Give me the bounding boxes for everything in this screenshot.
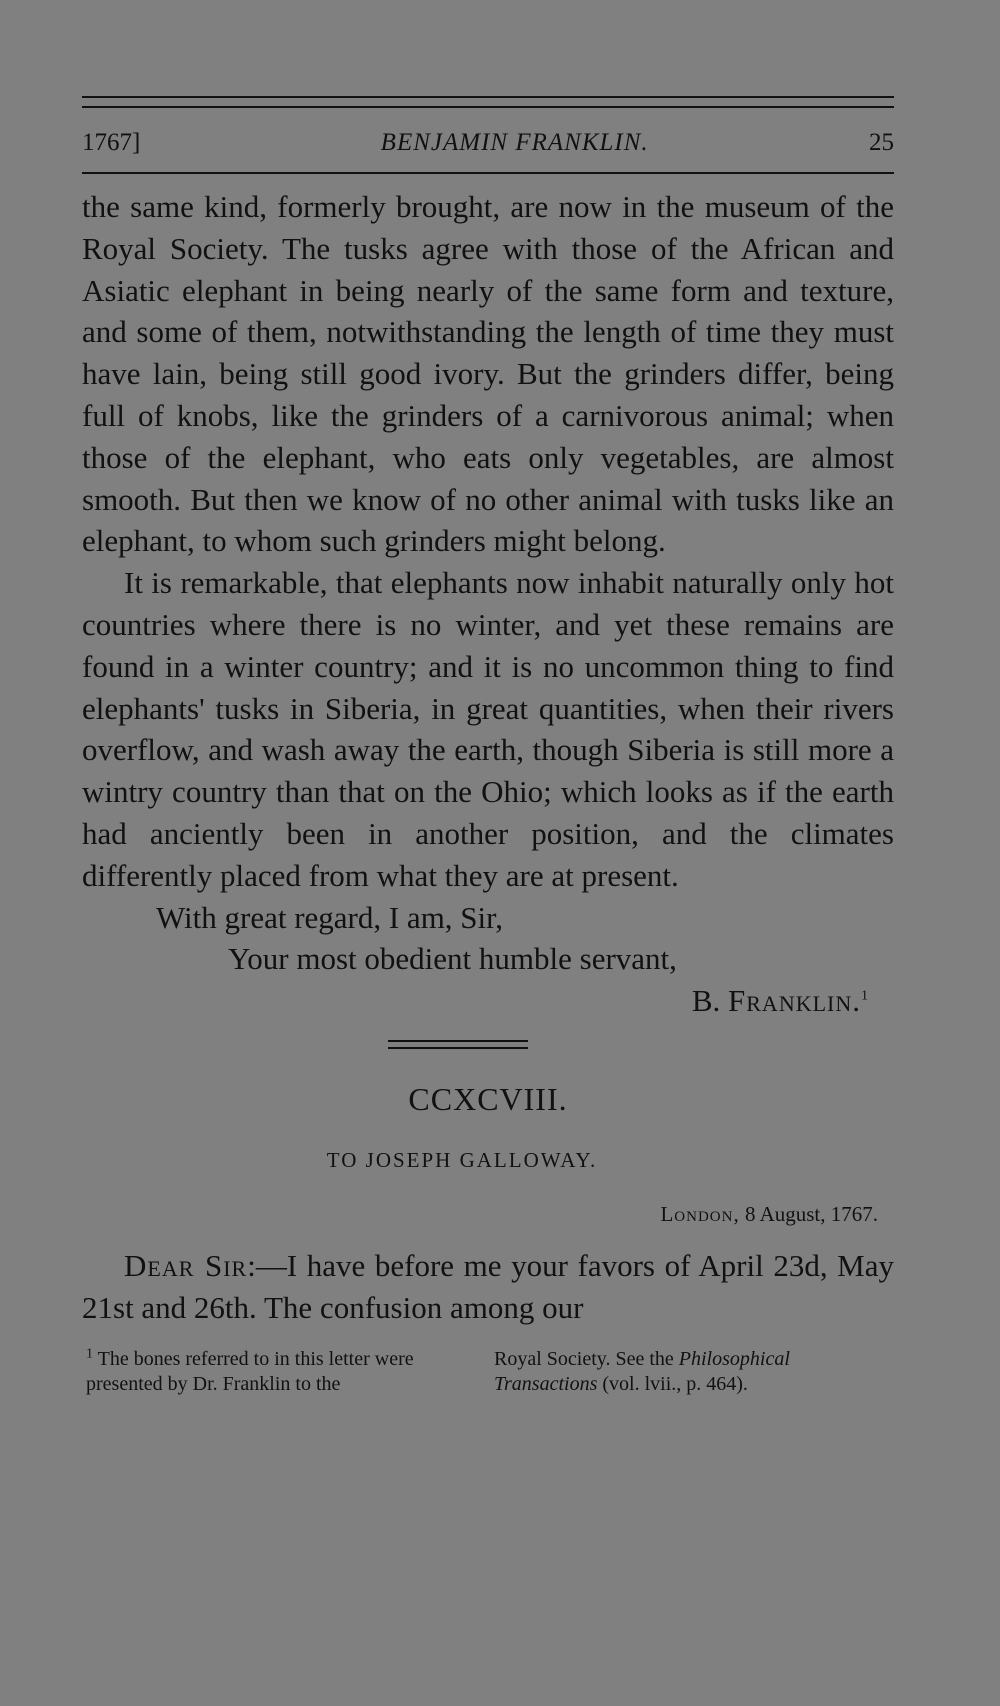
header-rule	[82, 172, 894, 174]
opening-paragraph	[82, 1245, 894, 1329]
footnote-journal-title: Philosophical Transactions	[494, 1347, 790, 1395]
section-separator	[388, 1040, 528, 1049]
letter-opening	[82, 1245, 894, 1329]
signature	[82, 980, 894, 1022]
letter-number: CCXCVIII.	[408, 1080, 568, 1117]
footnote-mark: 1	[86, 1345, 93, 1361]
footnote-right-column	[494, 1347, 894, 1397]
running-header	[82, 126, 894, 160]
letter-date: 8 August, 1767.	[744, 1201, 878, 1226]
paragraph-2: It is remarkable, that elephants now inhabit naturally only hot countries where there is no winter, and yet these remains are found in a winter country; and it is no uncommon thing to find elephants' tusks in Siberia, in great quantities, when their rivers overflow, and wash away the earth, though Siberia is still more a wintry country than that on the Ohio; which looks as if the earth had anciently been in another position, and the climates differently placed from what they are at present.	[82, 565, 894, 893]
closing-servant: Your most obedient humble servant,	[228, 941, 677, 977]
footnote-right-text-1: Royal Society. See the	[494, 1347, 679, 1370]
paragraph-1: the same kind, formerly brought, are now in the museum of the Royal Society. The tusks agree with those of the African and Asiatic elephant in being nearly of the same form and texture, and some of them, notwithstanding the length of time they must have lain, being still good ivory. But the grinders differ, being full of knobs, like the grinders of a carnivorous animal; when those of the elephant, who eats only vegetables, are almost smooth. But then we know of no other animal with tusks like an elephant, to whom such grinders might belong.	[82, 189, 894, 559]
header-year: 1767]	[82, 129, 141, 156]
closing-regards: With great regard, I am, Sir,	[156, 899, 503, 935]
letter-place: London,	[660, 1201, 740, 1226]
signature-initial: B.	[691, 983, 721, 1019]
opening-text: :—I have before me your favors of April 23d, May 21st and 26th. The confusion among our	[82, 1247, 894, 1325]
footnotes	[82, 1347, 894, 1397]
letter-closing	[82, 897, 894, 1022]
letter-dateline	[82, 1199, 894, 1229]
header-title: BENJAMIN FRANKLIN.	[380, 129, 649, 156]
letter-recipient: TO JOSEPH GALLOWAY.	[326, 1147, 598, 1172]
top-rule	[82, 96, 894, 98]
footnote-left-column	[82, 1347, 486, 1397]
footnote-left-text: The bones referred to in this letter were presented by Dr. Franklin to the	[86, 1347, 414, 1395]
footnote-right-text-2: (vol. lvii., p. 464).	[597, 1372, 748, 1395]
book-page	[82, 96, 894, 1397]
letter-body	[82, 186, 894, 897]
top-rule-second	[82, 106, 894, 108]
page-number: 25	[869, 129, 894, 156]
signature-name: Franklin.	[728, 983, 861, 1019]
salutation: Dear Sir	[124, 1247, 248, 1283]
footnote-reference: 1	[861, 988, 868, 1004]
